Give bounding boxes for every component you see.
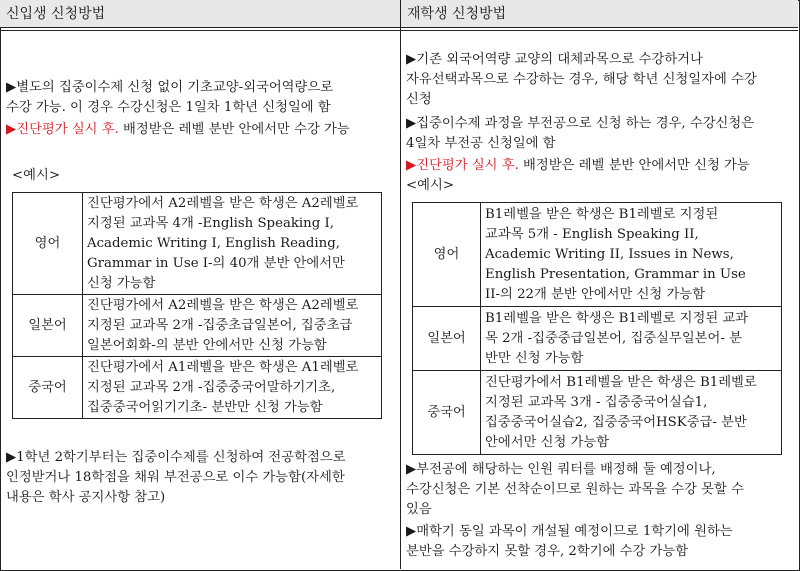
- enrolled-paragraph-4: ▶부전공에 해당하는 인원 쿼터를 배정해 둘 예정이나, 수강신청은 기본 선착순이므로 원하는 과목을 수강 못할 수 있음: [406, 462, 744, 517]
- table-row: [413, 307, 782, 371]
- desc-cell-japanese: 진단평가에서 A2레벨을 받은 학생은 A2레벨로 지정된 교과목 2개 -집중초급일본어, 집중초급 일본어회화-의 분반 안에서만 신청 가능함: [83, 295, 382, 357]
- lang-cell-english: 영어: [13, 193, 83, 295]
- freshman-example-table: [12, 192, 382, 419]
- header-rule-left: [0, 30, 400, 31]
- table-row: [413, 203, 782, 307]
- header-rule-right: [401, 30, 798, 31]
- desc-cell-japanese: B1레벨을 받은 학생은 B1레벨로 지정된 교과 목 2개 -집중중급일본어, 집중실무일본어- 분 반만 신청 가능함: [481, 307, 782, 371]
- lang-cell-chinese: 중국어: [413, 371, 481, 455]
- table-row: [13, 295, 382, 357]
- table-row: [13, 357, 382, 419]
- table-row: [413, 371, 782, 455]
- lang-cell-japanese: 일본어: [413, 307, 481, 371]
- freshman-paragraph-3: ▶1학년 2학기부터는 집중이수제를 신청하여 전공학점으로 인정받거나 18학점을 채워 부전공으로 이수 가능함(자세한 내용은 학사 공지사항 참고): [6, 450, 346, 505]
- enrolled-student-header: 재학생 신청방법: [401, 0, 798, 28]
- enrolled-example-label: <예시>: [406, 178, 454, 193]
- enrolled-paragraph-3: ▶진단평가 실시 후. 배정받은 레벨 분반 안에서만 신청 가능: [406, 158, 750, 173]
- desc-cell-english: 진단평가에서 A2레벨을 받은 학생은 A2레벨로 지정된 교과목 4개 -English Speaking I, Academic Writing I, English Reading, Grammar in Use I-의 40개 분반 안에서만 신청 가능함: [83, 193, 382, 295]
- freshman-paragraph-1: ▶별도의 집중이수제 신청 없이 기초교양-외국어역량으로 수강 가능. 이 경우 수강신청은 1일차 1학년 신청일에 함: [6, 80, 334, 115]
- desc-cell-chinese: 진단평가에서 B1레벨을 받은 학생은 B1레벨로 지정된 교과목 3개 - 집중중국어실습1, 집중중국어실습2, 집중중국어HSK중급- 분반 안에서만 신청 가능함: [481, 371, 782, 455]
- enrolled-paragraph-5: ▶매학기 동일 과목이 개설될 예정이므로 1학기에 원하는 분반을 수강하지 못할 경우, 2학기에 수강 가능함: [406, 524, 733, 559]
- desc-cell-english: B1레벨을 받은 학생은 B1레벨로 지정된 교과목 5개 - English Speaking II, Academic Writing II, Issues in News, English Presentation, Grammar in Use II-의 22개 분반 안에서만 신청 가능함: [481, 203, 782, 307]
- enrolled-example-table: [412, 202, 782, 455]
- lang-cell-japanese: 일본어: [13, 295, 83, 357]
- diagnostic-note-red: ▶진단평가 실시 후.: [6, 122, 119, 137]
- lang-cell-english: 영어: [413, 203, 481, 307]
- diagnostic-note-red: ▶진단평가 실시 후.: [406, 158, 519, 173]
- desc-cell-chinese: 진단평가에서 A1레벨을 받은 학생은 A1레벨로 지정된 교과목 2개 -집중중국어말하기기초, 집중중국어읽기기초- 분반만 신청 가능함: [83, 357, 382, 419]
- freshman-header: 신입생 신청방법: [0, 0, 400, 28]
- enrolled-paragraph-1: ▶기존 외국어역량 교양의 대체과목으로 수강하거나 자유선택과목으로 수강하는 경우, 해당 학년 신청일자에 수강 신청: [406, 52, 757, 107]
- enrolled-paragraph-2: ▶집중이수제 과정을 부전공으로 신청 하는 경우, 수강신청은 4일차 부전공 신청일에 함: [406, 116, 755, 151]
- freshman-example-label: <예시>: [12, 168, 60, 183]
- freshman-paragraph-2: ▶진단평가 실시 후. 배정받은 레벨 분반 안에서만 수강 가능: [6, 122, 350, 137]
- column-divider: [400, 0, 401, 569]
- lang-cell-chinese: 중국어: [13, 357, 83, 419]
- table-row: [13, 193, 382, 295]
